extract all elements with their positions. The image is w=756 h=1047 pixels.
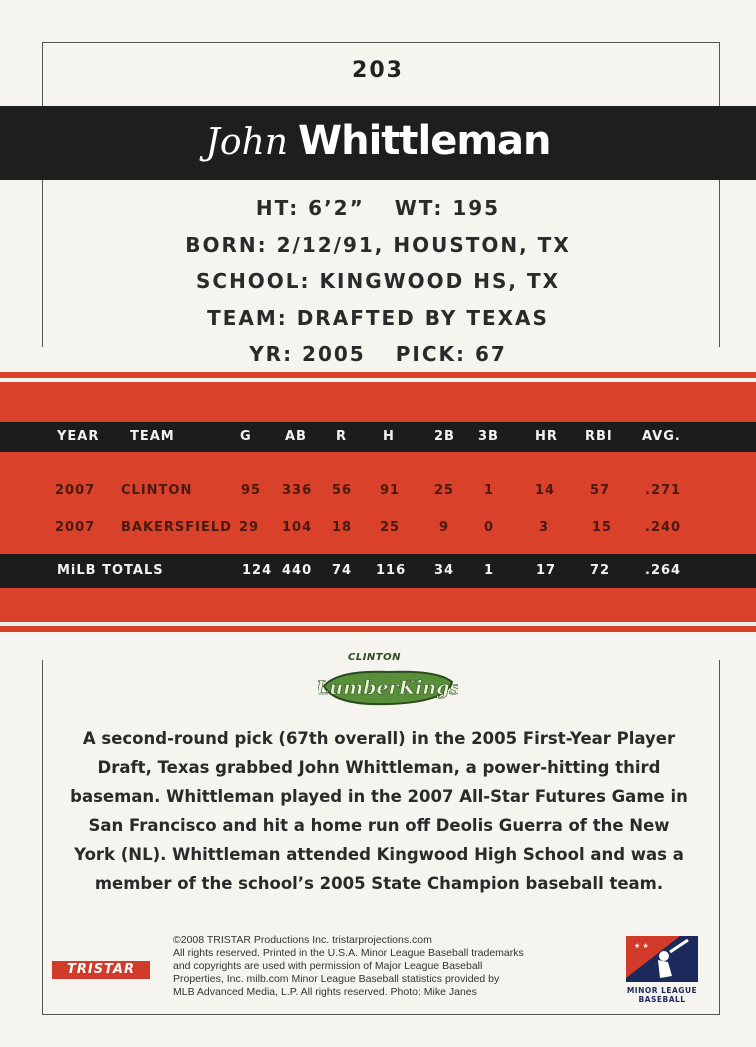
col-h: H	[383, 429, 395, 444]
card-number: 203	[352, 58, 404, 83]
totals-label: MiLB TOTALS	[57, 563, 164, 578]
bio-year: YR: 2005	[249, 342, 366, 366]
svg-text:★ ★: ★ ★	[634, 942, 649, 950]
milb-logo	[620, 934, 704, 1004]
col-team: TEAM	[130, 429, 175, 444]
player-last-name: Whittleman	[297, 118, 551, 164]
milb-line-2: BASEBALL	[638, 995, 686, 1004]
stats-header-row	[0, 422, 756, 452]
player-bio	[0, 190, 756, 373]
col-rbi: RBI	[585, 429, 613, 444]
bio-height: HT: 6’2”	[255, 196, 365, 220]
player-blurb: A second-round pick (67th overall) in the 2005 First-Year Player Draft, Texas grabbed John Whittleman, a power-hitting third baseman. Whittleman played in the 2007 All-Star Futures Game in San Francisco and hit a home run off Deolis Guerra of the New York (NL). Whittleman attended Kingwood High School and was a member of the school’s 2005 State Champion baseball team.	[70, 729, 688, 893]
col-3b: 3B	[478, 429, 499, 444]
bio-pick: PICK: 67	[395, 342, 507, 366]
bio-team: TEAM: DRAFTED BY TEXAS	[207, 305, 549, 330]
col-avg: AVG.	[642, 429, 681, 444]
team-logo-city: CLINTON	[348, 652, 401, 663]
name-banner	[0, 106, 756, 180]
bio-school: SCHOOL: KINGWOOD HS, TX	[195, 269, 561, 293]
player-first-name: John	[205, 122, 288, 163]
tristar-logo: TRISTAR	[52, 961, 150, 979]
team-logo-text: LumberKings	[318, 677, 458, 699]
stats-table: YEAR TEAM G AB R H 2B 3B HR RBI AVG. 2007 CLINTON 95 336 56 91 25 1 14 57 .271 2007 BAKERSFIELD 29 104 18 25 9 0 3 15 .240 MiLB TOTALS 124 440 74 116 34 1 17 72 .264	[0, 372, 756, 634]
legal-text: ©2008 TRISTAR Productions Inc. tristarprojections.com All rights reserved. Printed in the U.S.A. Minor League Baseball trademarks and copyrights are used with permission of Major League Baseball Properties, Inc. milb.com Minor League Baseball statistics provided by MLB Advanced Media, L.P. All rights reserved. Photo: Mike Janes	[173, 934, 524, 998]
col-year: YEAR	[57, 429, 100, 444]
col-hr: HR	[535, 429, 558, 444]
col-2b: 2B	[434, 429, 455, 444]
col-ab: AB	[285, 429, 307, 444]
col-g: G	[240, 429, 252, 444]
stats-totals-row: MiLB TOTALS 124 440 74 116 34 1 17 72 .264	[0, 554, 756, 588]
milb-line-1: MINOR LEAGUE	[626, 986, 698, 995]
col-r: R	[336, 429, 348, 444]
bio-born: BORN: 2/12/91, HOUSTON, TX	[185, 232, 571, 257]
bio-weight: WT: 195	[394, 196, 501, 220]
team-logo	[318, 652, 458, 716]
batter-icon	[620, 934, 704, 984]
